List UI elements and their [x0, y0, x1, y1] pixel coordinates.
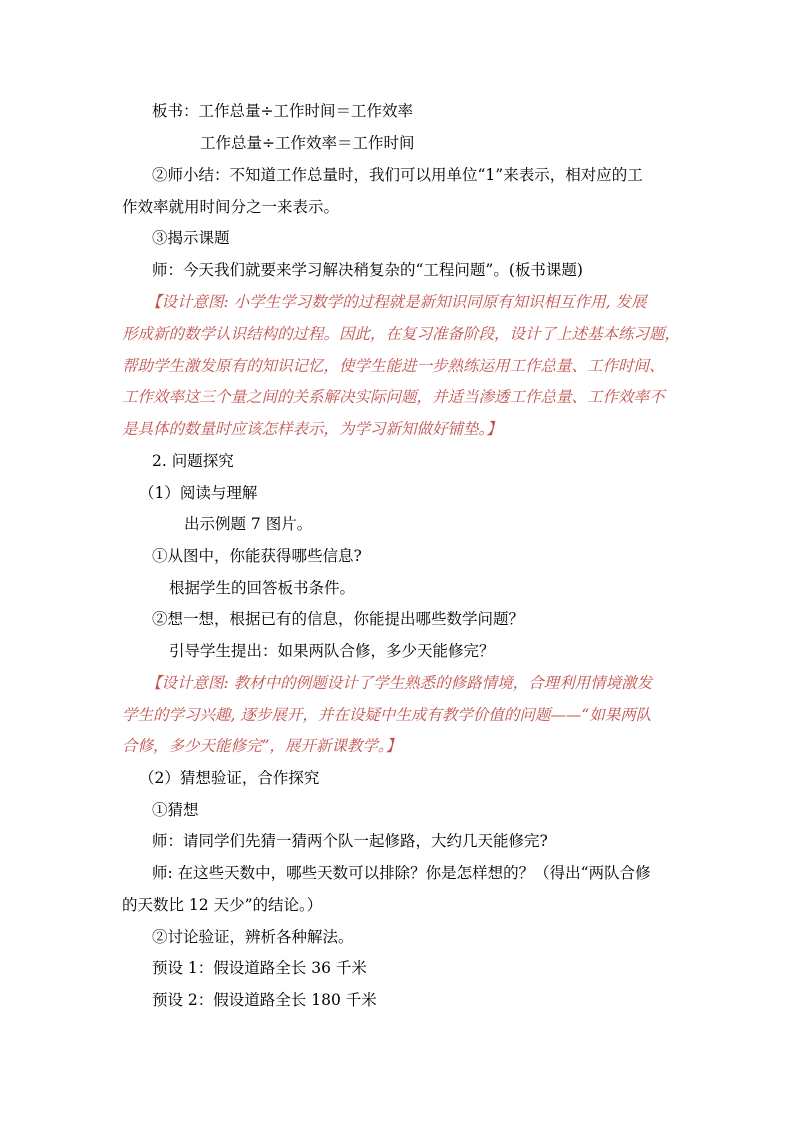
think-question-line: ②想一想，根据已有的信息，你能提出哪些数学问题？	[152, 610, 525, 628]
design-intent-note-1-line-3: 帮助学生激发原有的知识记忆，使学生能进一步熟练运用工作总量、工作时间、	[122, 357, 665, 375]
question-info-line: ①从图中，你能获得哪些信息?	[152, 547, 362, 565]
show-example-line: 出示例题 7 图片。	[184, 515, 313, 533]
design-intent-note-1-line-4: 工作效率这三个量之间的关系解决实际问题，并适当渗透工作总量、工作效率不	[122, 388, 665, 406]
design-intent-note-2-line-3: 合修，多少天能修完”，展开新课教学。】	[122, 737, 402, 755]
design-intent-note-1-line-5: 是具体的数量时应该怎样表示，为学习新知做好铺垫。】	[122, 420, 502, 438]
section-heading-problem-exploration: 2. 问题探究	[152, 452, 234, 470]
design-intent-note-1-line-1: 【设计意图: 小学生学习数学的过程就是新知识同原有知识相互作用, 发展	[146, 293, 647, 311]
board-conditions-line: 根据学生的回答板书条件。	[169, 579, 356, 597]
teacher-summary-line-2: 作效率就用时间分之一来表示。	[122, 198, 340, 216]
board-writing-line-2: 工作总量÷工作效率＝工作时间	[200, 134, 415, 152]
subsection-heading-guess-verify: （2）猜想验证，合作探究	[139, 769, 320, 787]
preset-2-line: 预设 2：假设道路全长 180 千米	[152, 991, 377, 1009]
design-intent-note-2-line-1: 【设计意图: 教材中的例题设计了学生熟悉的修路情境，合理利用情境激发	[146, 674, 653, 692]
design-intent-note-1-line-2: 形成新的数学认识结构的过程。因此，在复习准备阶段，设计了上述基本练习题，	[122, 325, 681, 343]
teacher-summary-line-1: ②师小结：不知道工作总量时，我们可以用单位“1”来表示，相对应的工	[152, 166, 643, 184]
guess-heading: ①猜想	[152, 801, 199, 819]
teacher-guess-question: 师：请同学们先猜一猜两个队一起修路，大约几天能修完?	[152, 832, 548, 850]
reveal-topic-heading: ③揭示课题	[152, 229, 230, 247]
discuss-verify-heading: ②讨论验证，辨析各种解法。	[152, 928, 354, 946]
teacher-statement: 师：今天我们就要来学习解决稍复杂的“工程问题”。(板书课题)	[152, 261, 583, 279]
board-writing-line-1: 板书：工作总量÷工作时间＝工作效率	[152, 102, 413, 120]
preset-1-line: 预设 1：假设道路全长 36 千米	[152, 959, 367, 977]
teacher-exclude-question-line-1: 师: 在这些天数中，哪些天数可以排除？你是怎样想的？（得出“两队合修	[152, 864, 651, 882]
subsection-heading-reading: （1）阅读与理解	[139, 484, 258, 502]
teacher-exclude-question-line-2: 的天数比 12 天少”的结论。）	[122, 896, 323, 914]
guide-students-line: 引导学生提出：如果两队合修，多少天能修完？	[169, 642, 495, 660]
design-intent-note-2-line-2: 学生的学习兴趣, 逐步展开，并在设疑中生成有教学价值的问题——“如果两队	[122, 706, 652, 724]
